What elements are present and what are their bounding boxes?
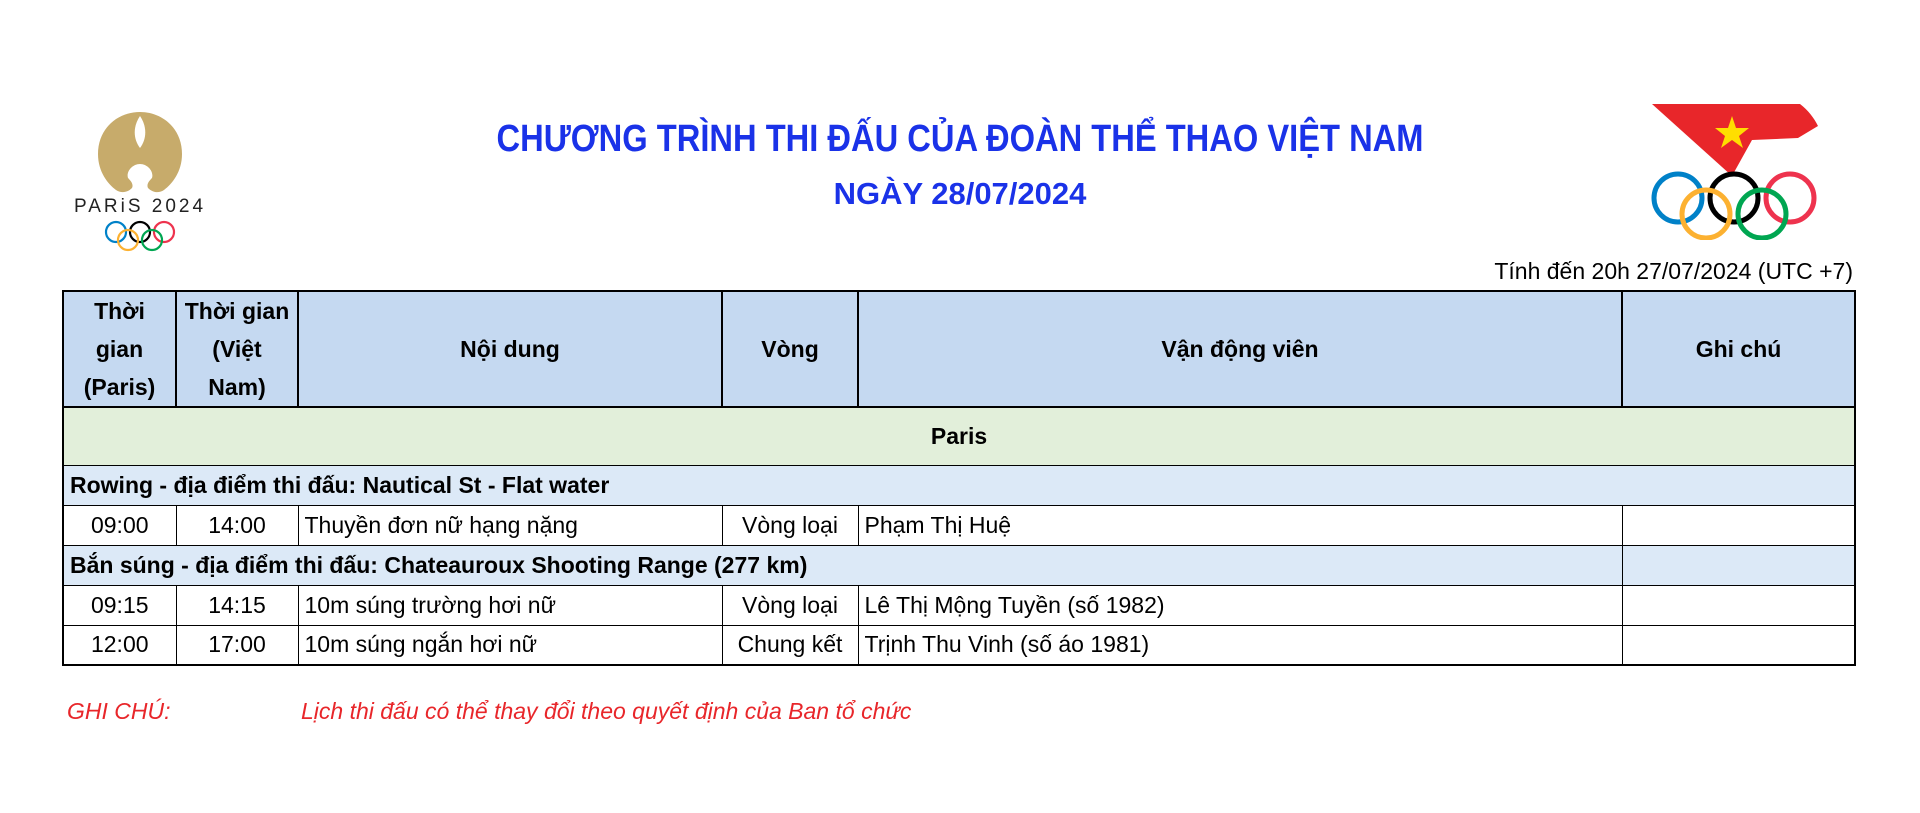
cell-athlete: Lê Thị Mộng Tuyền (số 1982) <box>858 585 1622 625</box>
city-label: Paris <box>63 407 1855 465</box>
cell-paris-time: 09:00 <box>63 505 176 545</box>
col-header-note: Ghi chú <box>1622 291 1855 407</box>
cell-vn-time: 14:15 <box>176 585 298 625</box>
schedule-table <box>62 290 1856 666</box>
cell-vn-time: 14:00 <box>176 505 298 545</box>
footer-note-text: Lịch thi đấu có thể thay đổi theo quyết định của Ban tổ chức <box>301 698 912 724</box>
section-title: Bắn súng - địa điểm thi đấu: Chateauroux Shooting Range (277 km) <box>63 545 1622 585</box>
cell-event: 10m súng trường hơi nữ <box>298 585 722 625</box>
updated-at: Tính đến 20h 27/07/2024 (UTC +7) <box>1494 258 1853 284</box>
cell-athlete: Phạm Thị Huệ <box>858 505 1622 545</box>
cell-round: Chung kết <box>722 625 858 665</box>
paris-2024-wordmark: PARiS 2024 <box>73 196 207 217</box>
table-row <box>63 505 1855 545</box>
col-header-athlete: Vận động viên <box>858 291 1622 407</box>
cell-note <box>1622 585 1855 625</box>
cell-event: 10m súng ngắn hơi nữ <box>298 625 722 665</box>
cell-athlete: Trịnh Thu Vinh (số áo 1981) <box>858 625 1622 665</box>
city-row <box>63 407 1855 465</box>
col-header-paris-line1: Thời gian <box>94 298 145 362</box>
col-header-paris-line2: (Paris) <box>83 374 156 400</box>
section-header-row <box>63 465 1855 505</box>
col-header-vn-line1: Thời gian <box>184 298 290 324</box>
col-header-vn-time <box>176 291 298 407</box>
page-title: CHƯƠNG TRÌNH THI ĐẤU CỦA ĐOÀN THỂ THAO VIỆT NAM <box>496 118 1424 160</box>
cell-round: Vòng loại <box>722 505 858 545</box>
cell-note <box>1622 625 1855 665</box>
table-header-row <box>63 291 1855 407</box>
table-row <box>63 585 1855 625</box>
col-header-vn-line2: (Việt Nam) <box>208 336 266 400</box>
footer-note-label: GHI CHÚ: <box>67 698 171 724</box>
cell-paris-time: 09:15 <box>63 585 176 625</box>
col-header-round: Vòng <box>722 291 858 407</box>
schedule-date: NGÀY 28/07/2024 <box>833 176 1087 211</box>
cell-event: Thuyền đơn nữ hạng nặng <box>298 505 722 545</box>
section-note-cell <box>1622 545 1855 585</box>
col-header-event: Nội dung <box>298 291 722 407</box>
cell-note <box>1622 505 1855 545</box>
col-header-paris-time <box>63 291 176 407</box>
section-title: Rowing - địa điểm thi đấu: Nautical St - Flat water <box>63 465 1855 505</box>
table-row <box>63 625 1855 665</box>
olympic-rings-small <box>106 222 174 250</box>
cell-vn-time: 17:00 <box>176 625 298 665</box>
cell-paris-time: 12:00 <box>63 625 176 665</box>
section-header-row <box>63 545 1855 585</box>
cell-round: Vòng loại <box>722 585 858 625</box>
